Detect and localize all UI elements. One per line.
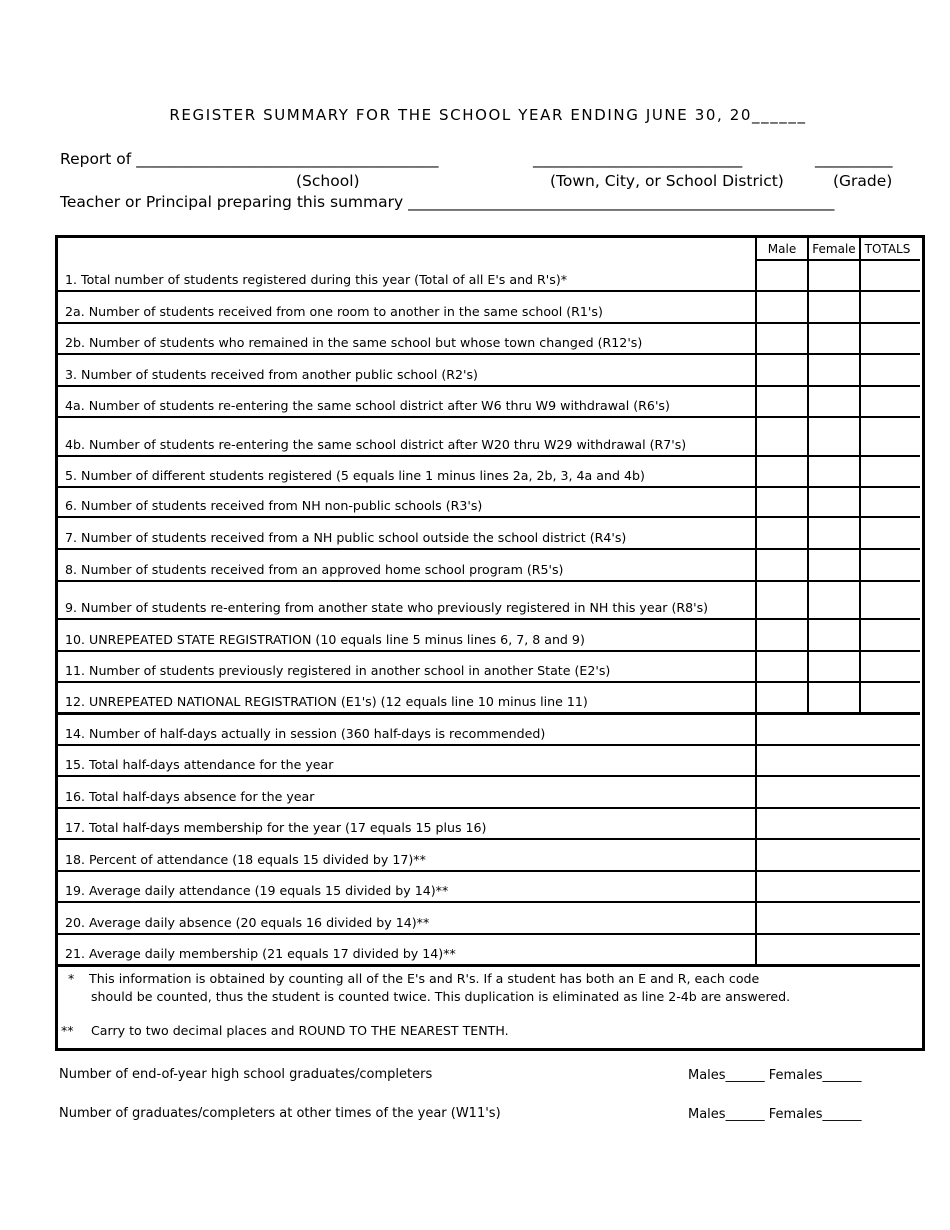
town-caption: (Town, City, or School District) (550, 172, 784, 190)
table-row-label: 1. Total number of students registered during this year (Total of all E's and R's)* (65, 272, 568, 287)
row-female-cell[interactable] (861, 683, 911, 712)
table-row-label: 5. Number of different students registered (5 equals line 1 minus lines 2a, 2b, 3, 4a and 4b) (65, 468, 645, 483)
table-row-label: 19. Average daily attendance (19 equals 15 divided by 14)** (65, 883, 449, 898)
row-male-cell[interactable] (809, 550, 859, 580)
row-value-cell[interactable] (757, 746, 919, 775)
graduates-counts[interactable]: Males______ Females______ (688, 1068, 862, 1083)
row-male-cell[interactable] (809, 324, 859, 353)
row-female-cell[interactable] (861, 550, 911, 580)
row-divider (58, 385, 920, 387)
row-female-cell[interactable] (861, 355, 911, 385)
table-row-label: 2b. Number of students who remained in the same school but whose town changed (R12's) (65, 335, 643, 350)
row-value-cell[interactable] (757, 872, 919, 901)
row-divider (58, 455, 920, 457)
row-female-cell[interactable] (861, 488, 911, 516)
grade-field[interactable]: __________ (815, 150, 893, 168)
row-divider (58, 681, 920, 683)
other-graduates-label: Number of graduates/completers at other times of the year (W11's) (59, 1106, 501, 1121)
row-value-cell[interactable] (757, 809, 919, 838)
row-divider (58, 650, 920, 652)
row-male-cell[interactable] (809, 620, 859, 650)
row-totals-cell[interactable] (913, 683, 919, 712)
row-male-cell[interactable] (809, 418, 859, 455)
row-value-cell[interactable] (757, 840, 919, 870)
row-male-cell[interactable] (809, 582, 859, 618)
table-row-label: 8. Number of students received from an approved home school program (R5's) (65, 562, 564, 577)
table-row-label: 10. UNREPEATED STATE REGISTRATION (10 equals line 5 minus lines 6, 7, 8 and 9) (65, 632, 585, 647)
table-row-label: 20. Average daily absence (20 equals 16 divided by 14)** (65, 915, 430, 930)
table-row-label: 7. Number of students received from a NH public school outside the school district (R4's) (65, 530, 627, 545)
column-header: Male (767, 242, 797, 256)
row-totals-cell[interactable] (913, 620, 919, 650)
row-divider (58, 290, 920, 292)
row-male-cell[interactable] (809, 518, 859, 548)
column-header: Female (812, 242, 856, 256)
footnote-star-line2: should be counted, thus the student is counted twice. This duplication is eliminated as line 2-4b are answered. (91, 989, 791, 1004)
school-caption: (School) (296, 172, 360, 190)
table-row-label: 15. Total half-days attendance for the year (65, 757, 334, 772)
row-value-cell[interactable] (757, 777, 919, 807)
row-divider (58, 486, 920, 488)
row-divider (58, 618, 920, 620)
row-value-cell[interactable] (757, 935, 919, 964)
row-totals-cell[interactable] (913, 488, 919, 516)
table-row-label: 16. Total half-days absence for the year (65, 789, 315, 804)
table-row-label: 4b. Number of students re-entering the same school district after W20 thru W29 withdrawal (R7's) (65, 437, 687, 452)
row-totals-cell[interactable] (913, 292, 919, 322)
row-female-cell[interactable] (861, 387, 911, 416)
school-field[interactable]: _______________________________________ (136, 150, 439, 168)
row-female-cell[interactable] (861, 518, 911, 548)
other-graduates-counts[interactable]: Males______ Females______ (688, 1107, 862, 1122)
row-female-cell[interactable] (861, 292, 911, 322)
row-male-cell[interactable] (809, 387, 859, 416)
row-divider (58, 580, 920, 582)
row-totals-cell[interactable] (913, 418, 919, 455)
teacher-row (60, 193, 834, 211)
row-totals-cell[interactable] (913, 550, 919, 580)
table-row-label: 9. Number of students re-entering from another state who previously registered in NH this year (R8's) (65, 600, 709, 615)
row-male-cell[interactable] (809, 683, 859, 712)
town-field[interactable]: ___________________________ (533, 150, 743, 168)
table-row-label: 21. Average daily membership (21 equals 17 divided by 14)** (65, 946, 456, 961)
summary-table (55, 235, 925, 1051)
graduates-label: Number of end-of-year high school graduates/completers (59, 1067, 433, 1082)
footnote-double-star-mark: ** (61, 1023, 74, 1038)
teacher-field[interactable]: _______________________________________________________ (408, 193, 835, 211)
row-male-cell[interactable] (809, 488, 859, 516)
row-divider (58, 516, 920, 518)
row-totals-cell[interactable] (913, 387, 919, 416)
row-male-cell[interactable] (809, 355, 859, 385)
row-divider (58, 964, 920, 967)
table-row-label: 18. Percent of attendance (18 equals 15 divided by 17)** (65, 852, 426, 867)
table-row-label: 11. Number of students previously registered in another school in another State (E2's) (65, 663, 611, 678)
report-of-label: Report of (60, 150, 132, 168)
footnote-star-mark: * (68, 971, 75, 986)
row-divider (58, 548, 920, 550)
row-male-cell[interactable] (809, 261, 859, 290)
row-divider (58, 416, 920, 418)
table-row-label: 4a. Number of students re-entering the same school district after W6 thru W9 withdrawal (R6's) (65, 398, 670, 413)
row-divider (58, 353, 920, 355)
row-value-cell[interactable] (757, 714, 919, 744)
teacher-label: Teacher or Principal preparing this summary (60, 193, 404, 211)
row-divider (58, 322, 920, 324)
row-totals-cell[interactable] (913, 355, 919, 385)
row-female-cell[interactable] (861, 652, 911, 681)
row-male-cell[interactable] (809, 457, 859, 486)
table-row-label: 17. Total half-days membership for the year (17 equals 15 plus 16) (65, 820, 487, 835)
table-row-label: 3. Number of students received from another public school (R2's) (65, 367, 478, 382)
table-row-label: 2a. Number of students received from one room to another in the same school (R1's) (65, 304, 603, 319)
row-female-cell[interactable] (861, 582, 911, 618)
row-totals-cell[interactable] (913, 652, 919, 681)
row-totals-cell[interactable] (913, 457, 919, 486)
row-totals-cell[interactable] (913, 261, 919, 290)
row-female-cell[interactable] (861, 418, 911, 455)
row-male-cell[interactable] (809, 292, 859, 322)
table-row-label: 12. UNREPEATED NATIONAL REGISTRATION (E1's) (12 equals line 10 minus line 11) (65, 694, 588, 709)
table-row-label: 14. Number of half-days actually in session (360 half-days is recommended) (65, 726, 546, 741)
row-totals-cell[interactable] (913, 582, 919, 618)
row-totals-cell[interactable] (913, 518, 919, 548)
report-of-row (60, 150, 438, 168)
footnote-star-line1: This information is obtained by counting all of the E's and R's. If a student has both an E and R, each code (89, 971, 760, 986)
form-title: REGISTER SUMMARY FOR THE SCHOOL YEAR ENDING JUNE 30, 20______ (169, 106, 807, 124)
row-female-cell[interactable] (861, 620, 911, 650)
row-female-cell[interactable] (861, 324, 911, 353)
row-female-cell[interactable] (861, 261, 911, 290)
row-value-cell[interactable] (757, 903, 919, 933)
grade-caption: (Grade) (833, 172, 893, 190)
row-totals-cell[interactable] (913, 324, 919, 353)
column-header: TOTALS (864, 242, 911, 256)
row-male-cell[interactable] (809, 652, 859, 681)
footnote-double-star-text: Carry to two decimal places and ROUND TO THE NEAREST TENTH. (91, 1023, 509, 1038)
row-female-cell[interactable] (861, 457, 911, 486)
table-row-label: 6. Number of students received from NH non-public schools (R3's) (65, 498, 483, 513)
